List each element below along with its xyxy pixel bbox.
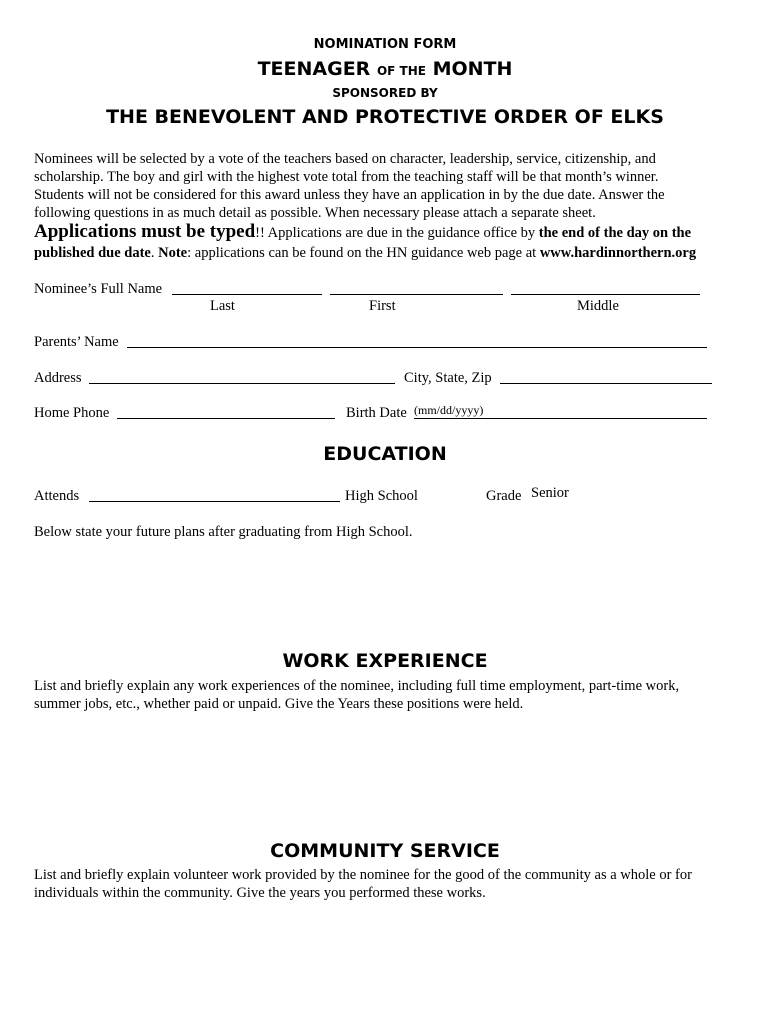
- community-line-2: individuals within the community. Give the years you performed these works.: [34, 885, 486, 901]
- work-heading: WORK EXPERIENCE: [282, 650, 488, 672]
- address-label: Address: [34, 370, 82, 386]
- intro-line-2: scholarship. The boy and girl with the highest vote total from the teaching staff will be that month’s winner.: [34, 169, 659, 185]
- note-text: : applications can be found on the HN guidance web page at: [187, 245, 540, 261]
- city-label: City, State, Zip: [404, 370, 492, 386]
- intro-line-4: following questions in as much detail as possible. When necessary please attach a separate sheet.: [34, 205, 596, 221]
- parents-name-field[interactable]: [127, 347, 707, 348]
- attends-field[interactable]: [89, 501, 340, 502]
- community-answer-area[interactable]: [34, 908, 734, 1008]
- nominee-label: Nominee’s Full Name: [34, 281, 163, 297]
- last-label: Last: [210, 298, 235, 314]
- middle-name-field[interactable]: [511, 294, 700, 295]
- address-field[interactable]: [89, 383, 395, 384]
- due-bold-2: published due date: [34, 245, 151, 261]
- community-line-1: List and briefly explain volunteer work provided by the nominee for the good of the community as a whole or for: [34, 867, 692, 883]
- middle-label: Middle: [577, 298, 619, 314]
- future-plans-answer-area[interactable]: [34, 545, 734, 645]
- grade-label: Grade: [486, 488, 522, 504]
- future-plans-prompt: Below state your future plans after graduating from High School.: [34, 524, 413, 540]
- typed-emphasis: Applications must be typed: [34, 221, 256, 242]
- organization-name: THE BENEVOLENT AND PROTECTIVE ORDER OF ELKS: [106, 106, 664, 128]
- birth-date-hint: (mm/dd/yyyy): [414, 403, 484, 417]
- title-month: MONTH: [432, 58, 513, 80]
- work-line-1: List and briefly explain any work experiences of the nominee, including full time employment, part-time work,: [34, 678, 680, 694]
- form-title: [0, 58, 770, 80]
- community-heading: COMMUNITY SERVICE: [270, 840, 500, 862]
- form-label: NOMINATION FORM: [313, 37, 457, 52]
- sponsored-by: SPONSORED BY: [332, 86, 438, 100]
- education-heading: EDUCATION: [323, 443, 447, 465]
- work-answer-area[interactable]: [34, 718, 734, 833]
- last-name-field[interactable]: [172, 294, 322, 295]
- typed-notice: [34, 221, 691, 244]
- due-bold: the end of the day on the: [538, 225, 692, 241]
- work-line-2: summer jobs, etc., whether paid or unpaid. Give the Years these positions were held.: [34, 696, 524, 712]
- home-phone-field[interactable]: [117, 418, 335, 419]
- first-label: First: [369, 298, 396, 314]
- website-link[interactable]: www.hardinnorthern.org: [539, 245, 697, 261]
- attends-label: Attends: [34, 488, 80, 504]
- intro-line-3: Students will not be considered for this award unless they have an application in by the due date. Answer the: [34, 187, 665, 203]
- grade-value[interactable]: Senior: [531, 485, 569, 501]
- due-text: Applications are due in the guidance office by: [264, 225, 539, 241]
- high-school-label: High School: [345, 488, 418, 504]
- note-line: [34, 244, 696, 262]
- city-state-zip-field[interactable]: [500, 383, 712, 384]
- intro-line-1: Nominees will be selected by a vote of the teachers based on character, leadership, service, citizenship, and: [34, 151, 656, 167]
- note-pre: .: [150, 245, 159, 261]
- birth-date-field[interactable]: [414, 418, 707, 419]
- title-teenager: TEENAGER: [257, 58, 371, 80]
- phone-label: Home Phone: [34, 405, 110, 421]
- typed-marks: !!: [255, 225, 265, 241]
- title-of-the: OF THE: [376, 64, 426, 78]
- first-name-field[interactable]: [330, 294, 503, 295]
- birth-label: Birth Date: [346, 405, 407, 421]
- note-label: Note: [158, 245, 188, 261]
- parents-label: Parents’ Name: [34, 334, 119, 350]
